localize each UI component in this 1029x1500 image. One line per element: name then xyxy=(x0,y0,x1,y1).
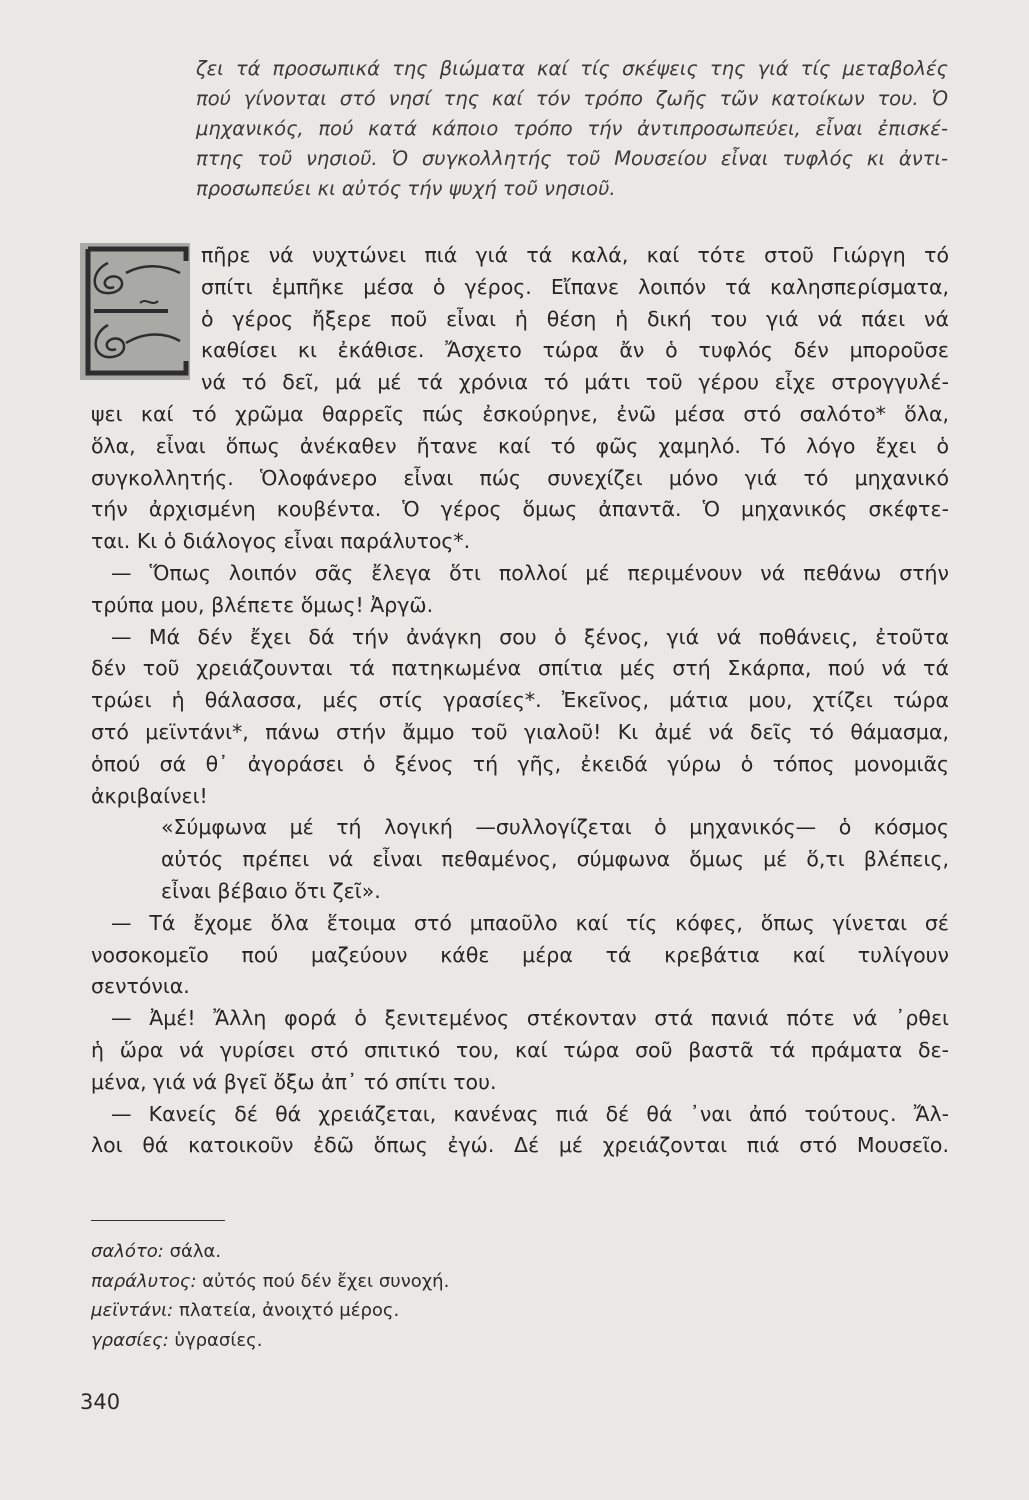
text-line: — Τά ἔχομε ὅλα ἕτοιμα στό μπαοῦλο καί τίς κόφες, ὅπως γίνεται σέ xyxy=(111,910,949,935)
text-line: δέν τοῦ χρειάζουνται τά πατηκωμένα σπίτια μές στή Σκάρπα, πού νά τά xyxy=(91,656,949,681)
text-line: — Ἀμέ! Ἄλλη φορά ὁ ξενιτεμένος στέκονταν στά πανιά πότε νά ᾽ρθει xyxy=(111,1006,949,1031)
footnote-definition: ὑγρασίες. xyxy=(174,1329,263,1351)
dialogue-paragraph xyxy=(91,558,949,622)
text-line: «Σύμφωνα μέ τή λογική —συλλογίζεται ὁ μηχανικός— ὁ κόσμος xyxy=(161,815,949,840)
text-line: ὁ γέρος ἤξερε ποῦ εἶναι ἡ θέση ἡ δική του γιά νά πάει νά xyxy=(201,306,949,331)
footnote-definition: αὐτός πού δέν ἔχει συνοχή. xyxy=(202,1270,450,1292)
footnote xyxy=(91,1237,691,1267)
text-line: ὅλα, εἶναι ὅπως ἀνέκαθεν ἤτανε καί τό φῶς χαμηλό. Τό λόγο ἔχει ὁ xyxy=(91,433,949,458)
text-line: σπίτι ἐμπῆκε μέσα ὁ γέρος. Εἴπανε λοιπόν τά καλησπερίσματα, xyxy=(201,274,949,299)
text-line: νοσοκομεῖο πού μαζεύουν κάθε μέρα τά κρεβάτια καί τυλίγουν xyxy=(91,942,949,967)
dialogue-paragraph xyxy=(91,1003,949,1098)
text-line: ται. Κι ὁ διάλογος εἶναι παράλυτος*. xyxy=(91,529,471,554)
footnote-term: μεϊντάνι: xyxy=(91,1300,174,1321)
text-line: συγκολλητής. Ὁλοφάνερο εἶναι πώς συνεχίζει μόνο γιά τό μηχανικό xyxy=(91,465,949,490)
main-text xyxy=(91,240,949,1162)
text-line: νά τό δεῖ, μά μέ τά χρόνια τό μάτι τοῦ γέρου εἶχε στρογγυλέ- xyxy=(201,370,949,395)
text-line: αὐτός πρέπει νά εἶναι πεθαμένος, σύμφωνα ὅμως μέ ὅ,τι βλέπεις, xyxy=(161,847,949,872)
footnote-term: παράλυτος: xyxy=(91,1270,197,1292)
footnote xyxy=(91,1267,691,1297)
intro-line: πού γίνονται στό νησί της καί τόν τρόπο ζωῆς τῶν κατοίκων του. Ὁ xyxy=(196,87,948,110)
text-line: τρώει ἡ θάλασσα, μές στίς γρασίες*. Ἐκεῖνος, μάτια μου, χτίζει τώρα xyxy=(91,688,949,713)
text-line: πῆρε νά νυχτώνει πιά γιά τά καλά, καί τότε στοῦ Γιώργη τό xyxy=(201,243,949,267)
intro-line: μηχανικός, πού κατά κάποιο τρόπο τήν ἀντιπροσωπεύει, εἶναι ἐπισκέ- xyxy=(196,117,948,140)
footnote-definition: σάλα. xyxy=(169,1241,222,1262)
page-number: 340 xyxy=(80,1390,121,1414)
footnote xyxy=(91,1326,691,1356)
text-line: — Μά δέν ἔχει δά τήν ἀνάγκη σου ὁ ξένος, γιά νά ποθάνεις, ἐτοῦτα xyxy=(111,624,949,649)
text-line: τήν ἀρχισμένη κουβέντα. Ὁ γέρος ὅμως ἀπαντᾶ. Ὁ μηχανικός σκέφτε- xyxy=(91,497,949,522)
text-line: ἡ ὥρα νά γυρίσει στό σπιτικό του, καί τώρα σοῦ βαστᾶ τά πράματα δε- xyxy=(91,1037,949,1062)
text-line: τρύπα μου, βλέπετε ὅμως! Ἀργῶ. xyxy=(91,592,434,617)
dialogue-paragraph xyxy=(91,1099,949,1163)
text-line: σεντόνια. xyxy=(91,974,190,999)
text-line: εἶναι βέβαιο ὅτι ζεῖ». xyxy=(161,878,381,903)
footnotes xyxy=(91,1237,691,1355)
footnote-divider xyxy=(91,1220,225,1221)
text-line: ψει καί τό χρῶμα θαρρεῖς πώς ἐσκούρηνε, ἐνῶ μέσα στό σαλότο* ὅλα, xyxy=(91,401,949,426)
opening-paragraph xyxy=(91,240,949,558)
dialogue-paragraph xyxy=(91,622,949,813)
text-line: — Κανείς δέ θά χρειάζεται, κανένας πιά δέ θά ᾽ναι ἀπό τούτους. Ἄλ- xyxy=(111,1101,949,1126)
text-line: μένα, γιά νά βγεῖ ὄξω ἀπ᾽ τό σπίτι του. xyxy=(91,1069,497,1094)
engineer-thought-quote xyxy=(91,812,949,907)
footnote-term: σαλότο: xyxy=(91,1241,164,1262)
footnote-term: γρασίες: xyxy=(91,1329,169,1351)
text-line: — Ὅπως λοιπόν σᾶς ἔλεγα ὅτι πολλοί μέ περιμένουν νά πεθάνω στήν xyxy=(111,560,949,585)
text-line: καθίσει κι ἐκάθισε. Ἄσχετο τώρα ἄν ὁ τυφλός δέν μποροῦσε xyxy=(201,338,949,363)
footnote xyxy=(91,1296,691,1326)
text-line: ὁπού σά θ᾽ ἀγοράσει ὁ ξένος τή γῆς, ἐκειδά γύρω ὁ τόπος μονομιᾶς xyxy=(91,751,949,776)
intro-line: πτης τοῦ νησιοῦ. Ὁ συγκολλητής τοῦ Μουσείου εἶναι τυφλός κι ἀντι- xyxy=(196,147,948,170)
intro-line: προσωπεύει κι αὐτός τήν ψυχή τοῦ νησιοῦ. xyxy=(196,177,616,200)
text-line: στό μεϊντάνι*, πάνω στήν ἄμμο τοῦ γιαλοῦ! Κι ἀμέ νά δεῖς τό θάμασμα, xyxy=(91,719,949,744)
dialogue-paragraph xyxy=(91,908,949,1003)
footnote-definition: πλατεία, ἀνοιχτό μέρος. xyxy=(178,1300,400,1321)
intro-paragraph xyxy=(196,54,948,204)
text-line: ἀκριβαίνει! xyxy=(91,783,208,808)
intro-line: ζει τά προσωπικά της βιώματα καί τίς σκέψεις της γιά τίς μεταβολές xyxy=(196,57,948,80)
text-line: λοι θά κατοικοῦν ἐδῶ ὅπως ἐγώ. Δέ μέ χρειάζονται πιά στό Μουσεῖο. xyxy=(91,1133,949,1158)
